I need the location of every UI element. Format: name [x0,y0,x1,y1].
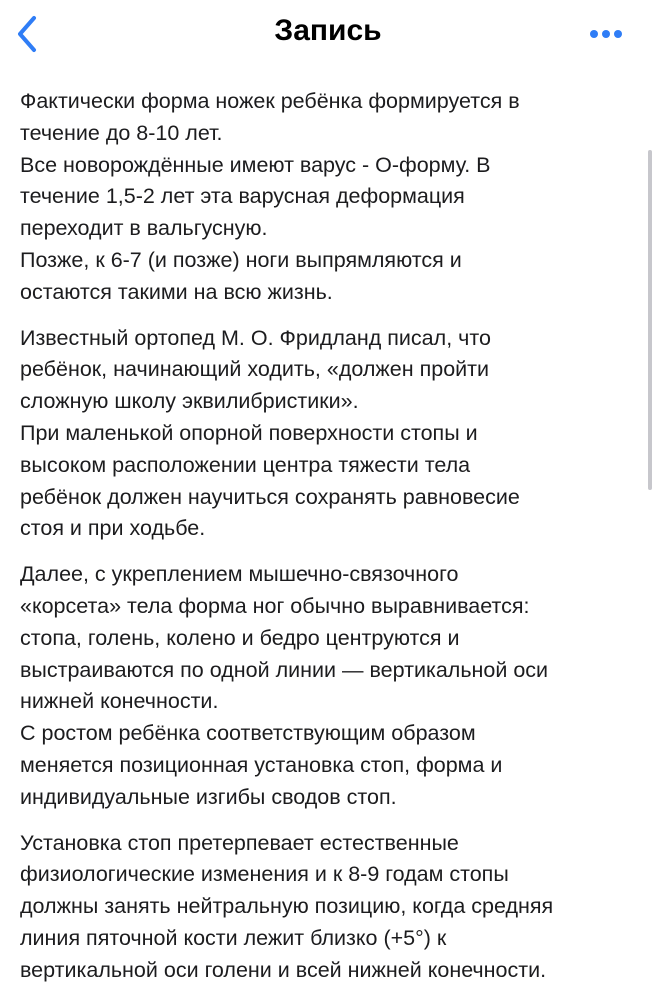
text-line: Все новорождённые имеют варус - О-форму. В [20,152,491,177]
text-line: Фактически форма ножек ребёнка формируется в [20,89,520,113]
paragraph [20,323,640,546]
text-line: линия пяточной кости лежит близко (+5°) к [20,925,447,950]
text-line: вертикальной оси голени и всей нижней конечности. [20,957,547,982]
text-line: физиологические изменения и к 8-9 годам стопы [20,862,509,887]
text-line: «корсета» тела форма ног обычно выравнивается: [20,593,530,618]
text-line: Позже, к 6-7 (и позже) ноги выпрямляются и [20,247,462,272]
text-line: выстраиваются по одной линии — вертикальной оси [20,657,549,682]
text-line: С ростом ребёнка соответствующим образом [20,721,476,746]
text-line: Далее, с укреплением мышечно-связочного [20,562,459,587]
ellipsis-icon [588,24,624,44]
nav-bar [0,0,656,70]
text-line: меняется позиционная установка стоп, форма и [20,752,503,777]
text-line: течение 1,5-2 лет эта варусная деформация [20,184,465,209]
text-line: течение до 8-10 лет. [20,120,223,145]
page-title: Запись [274,14,382,47]
text-line: должны занять нейтральную позицию, когда средняя [20,894,554,919]
text-line: ребёнок должен научиться сохранять равновесие [20,484,520,509]
text-line: При маленькой опорной поверхности стопы и [20,420,478,445]
paragraph [20,559,640,813]
text-line: стоя и при ходьбе. [20,516,206,541]
paragraph [20,828,640,987]
text-line: сложную школу эквилибристики». [20,389,359,414]
text-line: Известный ортопед М. О. Фридланд писал, что [20,325,491,350]
text-line: остаются такими на всю жизнь. [20,279,333,304]
text-line: индивидуальные изгибы сводов стоп. [20,784,397,809]
text-line: переходит в вальгусную. [20,216,268,241]
more-button[interactable] [588,24,624,44]
text-line: нижней конечности. [20,689,219,714]
text-line: стопа, голень, колено и бедро центруются и [20,625,460,650]
scrollbar[interactable] [648,150,652,490]
text-line: высоком расположении центра тяжести тела [20,452,471,477]
post-body [20,86,640,1001]
text-line: Установка стоп претерпевает естественные [20,830,459,855]
paragraph [20,86,640,309]
text-line: ребёнок, начинающий ходить, «должен пройти [20,357,490,382]
